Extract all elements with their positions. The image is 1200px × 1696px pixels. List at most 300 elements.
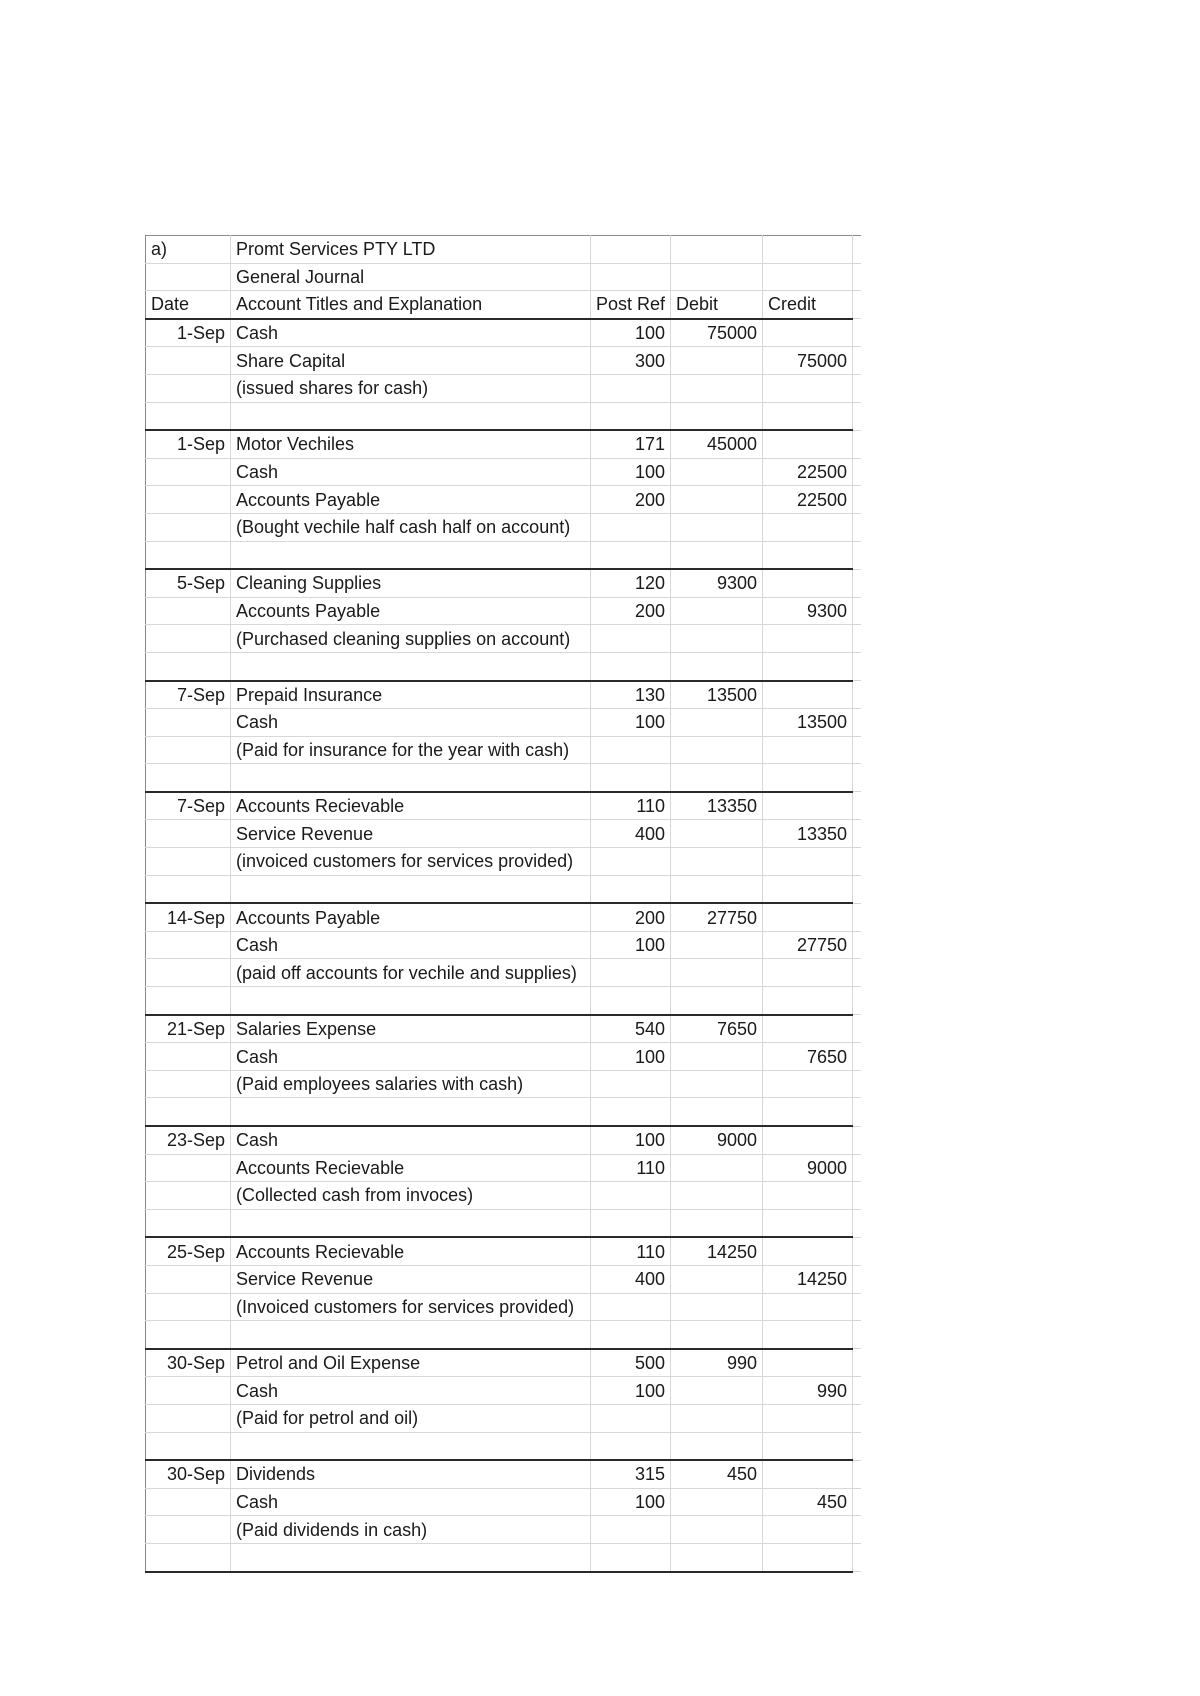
credit-cell[interactable] — [763, 736, 853, 764]
journal-row — [146, 848, 861, 876]
debit-cell[interactable] — [671, 959, 763, 987]
empty-cell[interactable] — [671, 1209, 763, 1237]
post-ref-cell[interactable]: 200 — [591, 486, 671, 514]
edge-cell — [853, 625, 861, 653]
journal-row — [146, 513, 861, 541]
debit-cell[interactable]: 7650 — [671, 1015, 763, 1043]
credit-cell[interactable] — [763, 848, 853, 876]
empty-cell[interactable] — [671, 1543, 763, 1571]
debit-cell[interactable] — [671, 513, 763, 541]
post-ref-header[interactable]: Post Ref — [591, 291, 671, 319]
empty-cell[interactable] — [146, 402, 231, 430]
edge-cell — [853, 736, 861, 764]
empty-cell[interactable] — [146, 1377, 231, 1405]
empty-cell[interactable] — [763, 1321, 853, 1349]
credit-cell[interactable]: 22500 — [763, 486, 853, 514]
debit-cell[interactable] — [671, 1182, 763, 1210]
empty-cell[interactable] — [231, 541, 591, 569]
debit-cell[interactable] — [671, 709, 763, 737]
account-cell[interactable]: Cash — [231, 931, 591, 959]
account-cell[interactable]: Service Revenue — [231, 820, 591, 848]
account-cell[interactable]: Accounts Payable — [231, 597, 591, 625]
empty-cell[interactable] — [671, 263, 763, 291]
account-cell[interactable]: Cash — [231, 1043, 591, 1071]
empty-cell[interactable] — [146, 931, 231, 959]
account-cell[interactable]: Share Capital — [231, 347, 591, 375]
journal-row — [146, 597, 861, 625]
post-ref-cell[interactable] — [591, 736, 671, 764]
empty-cell[interactable] — [763, 652, 853, 680]
journal-row — [146, 792, 861, 820]
empty-cell[interactable] — [146, 1154, 231, 1182]
post-ref-cell[interactable]: 300 — [591, 347, 671, 375]
credit-cell[interactable]: 75000 — [763, 347, 853, 375]
journal-row — [146, 1349, 861, 1377]
blank-row — [146, 1209, 861, 1237]
edge-cell — [853, 1293, 861, 1321]
empty-cell[interactable] — [231, 1321, 591, 1349]
empty-cell[interactable] — [591, 1321, 671, 1349]
debit-cell[interactable] — [671, 736, 763, 764]
empty-cell[interactable] — [146, 1293, 231, 1321]
empty-cell[interactable] — [146, 1265, 231, 1293]
empty-cell[interactable] — [146, 347, 231, 375]
empty-cell[interactable] — [231, 652, 591, 680]
empty-cell[interactable] — [763, 1543, 853, 1571]
empty-cell[interactable] — [763, 541, 853, 569]
empty-cell[interactable] — [671, 402, 763, 430]
edge-cell — [853, 1209, 861, 1237]
empty-cell[interactable] — [146, 820, 231, 848]
post-ref-cell[interactable] — [591, 1516, 671, 1544]
empty-cell[interactable] — [591, 652, 671, 680]
debit-cell[interactable] — [671, 625, 763, 653]
edge-cell — [853, 764, 861, 792]
post-ref-cell[interactable]: 200 — [591, 903, 671, 931]
blank-row — [146, 1432, 861, 1460]
account-cell[interactable]: Accounts Recievable — [231, 792, 591, 820]
empty-cell[interactable] — [146, 1182, 231, 1210]
empty-cell[interactable] — [671, 1432, 763, 1460]
edge-cell — [853, 1237, 861, 1265]
empty-cell[interactable] — [763, 987, 853, 1015]
credit-cell[interactable] — [763, 430, 853, 458]
empty-cell[interactable] — [146, 1516, 231, 1544]
edge-cell — [853, 513, 861, 541]
empty-cell[interactable] — [231, 1432, 591, 1460]
edge-cell — [853, 848, 861, 876]
empty-cell[interactable] — [231, 764, 591, 792]
debit-cell[interactable]: 450 — [671, 1460, 763, 1488]
empty-cell[interactable] — [763, 263, 853, 291]
debit-cell[interactable] — [671, 1154, 763, 1182]
post-ref-cell[interactable] — [591, 1404, 671, 1432]
account-cell[interactable]: Cash — [231, 709, 591, 737]
account-cell[interactable]: Accounts Recievable — [231, 1237, 591, 1265]
debit-cell[interactable] — [671, 1516, 763, 1544]
journal-row — [146, 1404, 861, 1432]
post-ref-cell[interactable]: 400 — [591, 820, 671, 848]
credit-cell[interactable] — [763, 319, 853, 347]
account-cell[interactable]: (Paid for petrol and oil) — [231, 1404, 591, 1432]
debit-cell[interactable]: 27750 — [671, 903, 763, 931]
journal-row — [146, 1460, 861, 1488]
account-cell[interactable]: (Paid dividends in cash) — [231, 1516, 591, 1544]
empty-cell[interactable] — [763, 1209, 853, 1237]
empty-cell[interactable] — [146, 709, 231, 737]
account-cell[interactable]: Accounts Recievable — [231, 1154, 591, 1182]
blank-row — [146, 1098, 861, 1126]
blank-row — [146, 764, 861, 792]
journal-row — [146, 709, 861, 737]
edge-cell — [853, 903, 861, 931]
debit-cell[interactable]: 13500 — [671, 681, 763, 709]
debit-cell[interactable]: 990 — [671, 1349, 763, 1377]
account-cell[interactable]: Cash — [231, 1488, 591, 1516]
entry-date[interactable]: 5-Sep — [146, 569, 231, 597]
empty-cell[interactable] — [146, 597, 231, 625]
edge-cell — [853, 987, 861, 1015]
post-ref-cell[interactable]: 100 — [591, 931, 671, 959]
empty-cell[interactable] — [146, 1043, 231, 1071]
post-ref-cell[interactable]: 171 — [591, 430, 671, 458]
entry-date[interactable]: 7-Sep — [146, 792, 231, 820]
account-cell[interactable]: Petrol and Oil Expense — [231, 1349, 591, 1377]
post-ref-cell[interactable]: 110 — [591, 792, 671, 820]
empty-cell[interactable] — [146, 541, 231, 569]
empty-cell[interactable] — [231, 987, 591, 1015]
debit-cell[interactable] — [671, 1377, 763, 1405]
account-cell[interactable]: Motor Vechiles — [231, 430, 591, 458]
blank-row — [146, 875, 861, 903]
empty-cell[interactable] — [146, 875, 231, 903]
empty-cell[interactable] — [146, 652, 231, 680]
account-cell[interactable]: Accounts Payable — [231, 486, 591, 514]
empty-cell[interactable] — [763, 1098, 853, 1126]
edge-cell — [853, 1098, 861, 1126]
account-cell[interactable]: Cash — [231, 458, 591, 486]
post-ref-cell[interactable]: 315 — [591, 1460, 671, 1488]
empty-cell[interactable] — [231, 875, 591, 903]
post-ref-cell[interactable] — [591, 513, 671, 541]
edge-cell — [853, 1432, 861, 1460]
empty-cell[interactable] — [146, 1488, 231, 1516]
empty-cell[interactable] — [671, 1098, 763, 1126]
edge-cell — [853, 430, 861, 458]
journal-row — [146, 736, 861, 764]
post-ref-cell[interactable]: 100 — [591, 1043, 671, 1071]
empty-cell[interactable] — [146, 263, 231, 291]
empty-cell[interactable] — [146, 764, 231, 792]
debit-cell[interactable] — [671, 820, 763, 848]
post-ref-cell[interactable]: 110 — [591, 1237, 671, 1265]
entry-date[interactable]: 25-Sep — [146, 1237, 231, 1265]
credit-cell[interactable] — [763, 569, 853, 597]
empty-cell[interactable] — [763, 764, 853, 792]
credit-cell[interactable] — [763, 374, 853, 402]
debit-cell[interactable]: 9000 — [671, 1126, 763, 1154]
journal-row — [146, 486, 861, 514]
post-ref-cell[interactable]: 100 — [591, 319, 671, 347]
post-ref-cell[interactable] — [591, 1182, 671, 1210]
empty-cell[interactable] — [591, 236, 671, 264]
post-ref-cell[interactable] — [591, 1070, 671, 1098]
edge-cell — [853, 236, 861, 264]
blank-row — [146, 1543, 861, 1571]
debit-cell[interactable] — [671, 1293, 763, 1321]
post-ref-cell[interactable] — [591, 848, 671, 876]
credit-cell[interactable] — [763, 625, 853, 653]
empty-cell[interactable] — [146, 959, 231, 987]
journal-row — [146, 1126, 861, 1154]
account-cell[interactable]: (Paid for insurance for the year with cash) — [231, 736, 591, 764]
empty-cell[interactable] — [671, 541, 763, 569]
empty-cell[interactable] — [146, 1070, 231, 1098]
post-ref-cell[interactable]: 500 — [591, 1349, 671, 1377]
post-ref-cell[interactable]: 100 — [591, 1488, 671, 1516]
empty-cell[interactable] — [146, 1209, 231, 1237]
empty-cell[interactable] — [591, 1543, 671, 1571]
entry-date[interactable]: 14-Sep — [146, 903, 231, 931]
edge-cell — [853, 1321, 861, 1349]
empty-cell[interactable] — [591, 987, 671, 1015]
journal-name[interactable]: General Journal — [231, 263, 591, 291]
entry-date[interactable]: 1-Sep — [146, 430, 231, 458]
post-ref-cell[interactable]: 110 — [591, 1154, 671, 1182]
empty-cell[interactable] — [671, 987, 763, 1015]
debit-cell[interactable] — [671, 374, 763, 402]
edge-cell — [853, 263, 861, 291]
blank-row — [146, 987, 861, 1015]
empty-cell[interactable] — [146, 1432, 231, 1460]
debit-cell[interactable] — [671, 458, 763, 486]
account-cell[interactable]: Prepaid Insurance — [231, 681, 591, 709]
post-ref-cell[interactable]: 200 — [591, 597, 671, 625]
post-ref-cell[interactable]: 100 — [591, 1377, 671, 1405]
company-name[interactable]: Promt Services PTY LTD — [231, 236, 591, 264]
entry-date[interactable]: 7-Sep — [146, 681, 231, 709]
debit-cell[interactable] — [671, 347, 763, 375]
debit-cell[interactable] — [671, 486, 763, 514]
account-cell[interactable]: (Collected cash from invoces) — [231, 1182, 591, 1210]
credit-cell[interactable] — [763, 1237, 853, 1265]
account-cell[interactable]: (Invoiced customers for services provided) — [231, 1293, 591, 1321]
date-header[interactable]: Date — [146, 291, 231, 319]
credit-cell[interactable]: 7650 — [763, 1043, 853, 1071]
empty-cell[interactable] — [671, 1321, 763, 1349]
account-cell[interactable]: (invoiced customers for services provided) — [231, 848, 591, 876]
empty-cell[interactable] — [146, 1404, 231, 1432]
empty-cell[interactable] — [763, 402, 853, 430]
credit-cell[interactable]: 22500 — [763, 458, 853, 486]
credit-cell[interactable] — [763, 1182, 853, 1210]
credit-cell[interactable] — [763, 1516, 853, 1544]
edge-cell — [853, 1182, 861, 1210]
account-cell[interactable]: Salaries Expense — [231, 1015, 591, 1043]
empty-cell[interactable] — [231, 1209, 591, 1237]
edge-cell — [853, 1126, 861, 1154]
debit-cell[interactable] — [671, 1404, 763, 1432]
journal-row — [146, 931, 861, 959]
edge-cell — [853, 1015, 861, 1043]
post-ref-cell[interactable]: 100 — [591, 709, 671, 737]
empty-cell[interactable] — [146, 374, 231, 402]
empty-cell[interactable] — [146, 987, 231, 1015]
edge-cell — [853, 541, 861, 569]
empty-cell[interactable] — [763, 236, 853, 264]
account-cell[interactable]: Service Revenue — [231, 1265, 591, 1293]
credit-cell[interactable] — [763, 681, 853, 709]
credit-cell[interactable]: 27750 — [763, 931, 853, 959]
account-cell[interactable]: Cleaning Supplies — [231, 569, 591, 597]
credit-cell[interactable] — [763, 792, 853, 820]
empty-cell[interactable] — [146, 736, 231, 764]
account-cell[interactable]: Cash — [231, 1126, 591, 1154]
edge-cell — [853, 709, 861, 737]
debit-cell[interactable] — [671, 1043, 763, 1071]
account-cell[interactable]: (paid off accounts for vechile and supplies) — [231, 959, 591, 987]
debit-cell[interactable]: 13350 — [671, 792, 763, 820]
credit-cell[interactable]: 990 — [763, 1377, 853, 1405]
edge-cell — [853, 681, 861, 709]
entry-date[interactable]: 30-Sep — [146, 1460, 231, 1488]
post-ref-cell[interactable] — [591, 625, 671, 653]
post-ref-cell[interactable] — [591, 1293, 671, 1321]
debit-cell[interactable]: 9300 — [671, 569, 763, 597]
account-cell[interactable]: Cash — [231, 1377, 591, 1405]
credit-cell[interactable]: 450 — [763, 1488, 853, 1516]
empty-cell[interactable] — [231, 1098, 591, 1126]
edge-cell — [853, 402, 861, 430]
entry-date[interactable]: 1-Sep — [146, 319, 231, 347]
empty-cell[interactable] — [591, 402, 671, 430]
debit-cell[interactable] — [671, 848, 763, 876]
account-cell[interactable]: Cash — [231, 319, 591, 347]
empty-cell[interactable] — [146, 1543, 231, 1571]
account-cell[interactable]: Dividends — [231, 1460, 591, 1488]
edge-cell — [853, 1043, 861, 1071]
blank-row — [146, 1321, 861, 1349]
empty-cell[interactable] — [591, 875, 671, 903]
credit-cell[interactable] — [763, 513, 853, 541]
empty-cell[interactable] — [591, 1432, 671, 1460]
journal-row — [146, 319, 861, 347]
empty-cell[interactable] — [671, 652, 763, 680]
credit-cell[interactable]: 9300 — [763, 597, 853, 625]
journal-row — [146, 1265, 861, 1293]
credit-cell[interactable] — [763, 1126, 853, 1154]
credit-cell[interactable]: 13500 — [763, 709, 853, 737]
account-cell[interactable]: (Paid employees salaries with cash) — [231, 1070, 591, 1098]
debit-cell[interactable]: 75000 — [671, 319, 763, 347]
entry-date[interactable]: 21-Sep — [146, 1015, 231, 1043]
debit-cell[interactable] — [671, 1488, 763, 1516]
journal-row — [146, 959, 861, 987]
empty-cell[interactable] — [591, 263, 671, 291]
journal-row — [146, 1043, 861, 1071]
post-ref-cell[interactable]: 100 — [591, 1126, 671, 1154]
empty-cell[interactable] — [591, 764, 671, 792]
edge-cell — [853, 1070, 861, 1098]
entry-date[interactable]: 23-Sep — [146, 1126, 231, 1154]
empty-cell[interactable] — [671, 764, 763, 792]
part-label[interactable]: a) — [146, 236, 231, 264]
credit-cell[interactable] — [763, 1293, 853, 1321]
journal-row — [146, 1154, 861, 1182]
account-cell[interactable]: Accounts Payable — [231, 903, 591, 931]
debit-cell[interactable] — [671, 1070, 763, 1098]
empty-cell[interactable] — [146, 1321, 231, 1349]
empty-cell[interactable] — [231, 402, 591, 430]
debit-cell[interactable] — [671, 1265, 763, 1293]
debit-cell[interactable]: 45000 — [671, 430, 763, 458]
credit-cell[interactable] — [763, 1404, 853, 1432]
credit-cell[interactable]: 14250 — [763, 1265, 853, 1293]
credit-cell[interactable] — [763, 1070, 853, 1098]
post-ref-cell[interactable]: 400 — [591, 1265, 671, 1293]
journal-row — [146, 820, 861, 848]
account-cell[interactable]: (Bought vechile half cash half on account) — [231, 513, 591, 541]
empty-cell[interactable] — [146, 625, 231, 653]
credit-cell[interactable] — [763, 1015, 853, 1043]
empty-cell[interactable] — [591, 541, 671, 569]
journal-row — [146, 1488, 861, 1516]
debit-cell[interactable] — [671, 597, 763, 625]
post-ref-cell[interactable]: 540 — [591, 1015, 671, 1043]
credit-cell[interactable] — [763, 903, 853, 931]
post-ref-cell[interactable]: 130 — [591, 681, 671, 709]
journal-row — [146, 1182, 861, 1210]
credit-cell[interactable]: 13350 — [763, 820, 853, 848]
account-header[interactable]: Account Titles and Explanation — [231, 291, 591, 319]
empty-cell[interactable] — [591, 1209, 671, 1237]
journal-row — [146, 458, 861, 486]
empty-cell[interactable] — [146, 458, 231, 486]
empty-cell[interactable] — [146, 513, 231, 541]
edge-cell — [853, 1543, 861, 1571]
empty-cell[interactable] — [146, 848, 231, 876]
edge-cell — [853, 875, 861, 903]
empty-cell[interactable] — [146, 1098, 231, 1126]
account-cell[interactable]: (Purchased cleaning supplies on account) — [231, 625, 591, 653]
edge-cell — [853, 1460, 861, 1488]
credit-cell[interactable] — [763, 1460, 853, 1488]
entry-date[interactable]: 30-Sep — [146, 1349, 231, 1377]
post-ref-cell[interactable]: 100 — [591, 458, 671, 486]
debit-cell[interactable]: 14250 — [671, 1237, 763, 1265]
edge-cell — [853, 1154, 861, 1182]
edge-cell — [853, 374, 861, 402]
empty-cell[interactable] — [763, 875, 853, 903]
credit-header[interactable]: Credit — [763, 291, 853, 319]
post-ref-cell[interactable]: 120 — [591, 569, 671, 597]
empty-cell[interactable] — [763, 1432, 853, 1460]
empty-cell[interactable] — [146, 486, 231, 514]
post-ref-cell[interactable] — [591, 959, 671, 987]
debit-cell[interactable] — [671, 931, 763, 959]
post-ref-cell[interactable] — [591, 374, 671, 402]
empty-cell[interactable] — [231, 1543, 591, 1571]
journal-row — [146, 1293, 861, 1321]
credit-cell[interactable] — [763, 959, 853, 987]
account-cell[interactable]: (issued shares for cash) — [231, 374, 591, 402]
credit-cell[interactable]: 9000 — [763, 1154, 853, 1182]
empty-cell[interactable] — [591, 1098, 671, 1126]
credit-cell[interactable] — [763, 1349, 853, 1377]
debit-header[interactable]: Debit — [671, 291, 763, 319]
empty-cell[interactable] — [671, 236, 763, 264]
empty-cell[interactable] — [671, 875, 763, 903]
